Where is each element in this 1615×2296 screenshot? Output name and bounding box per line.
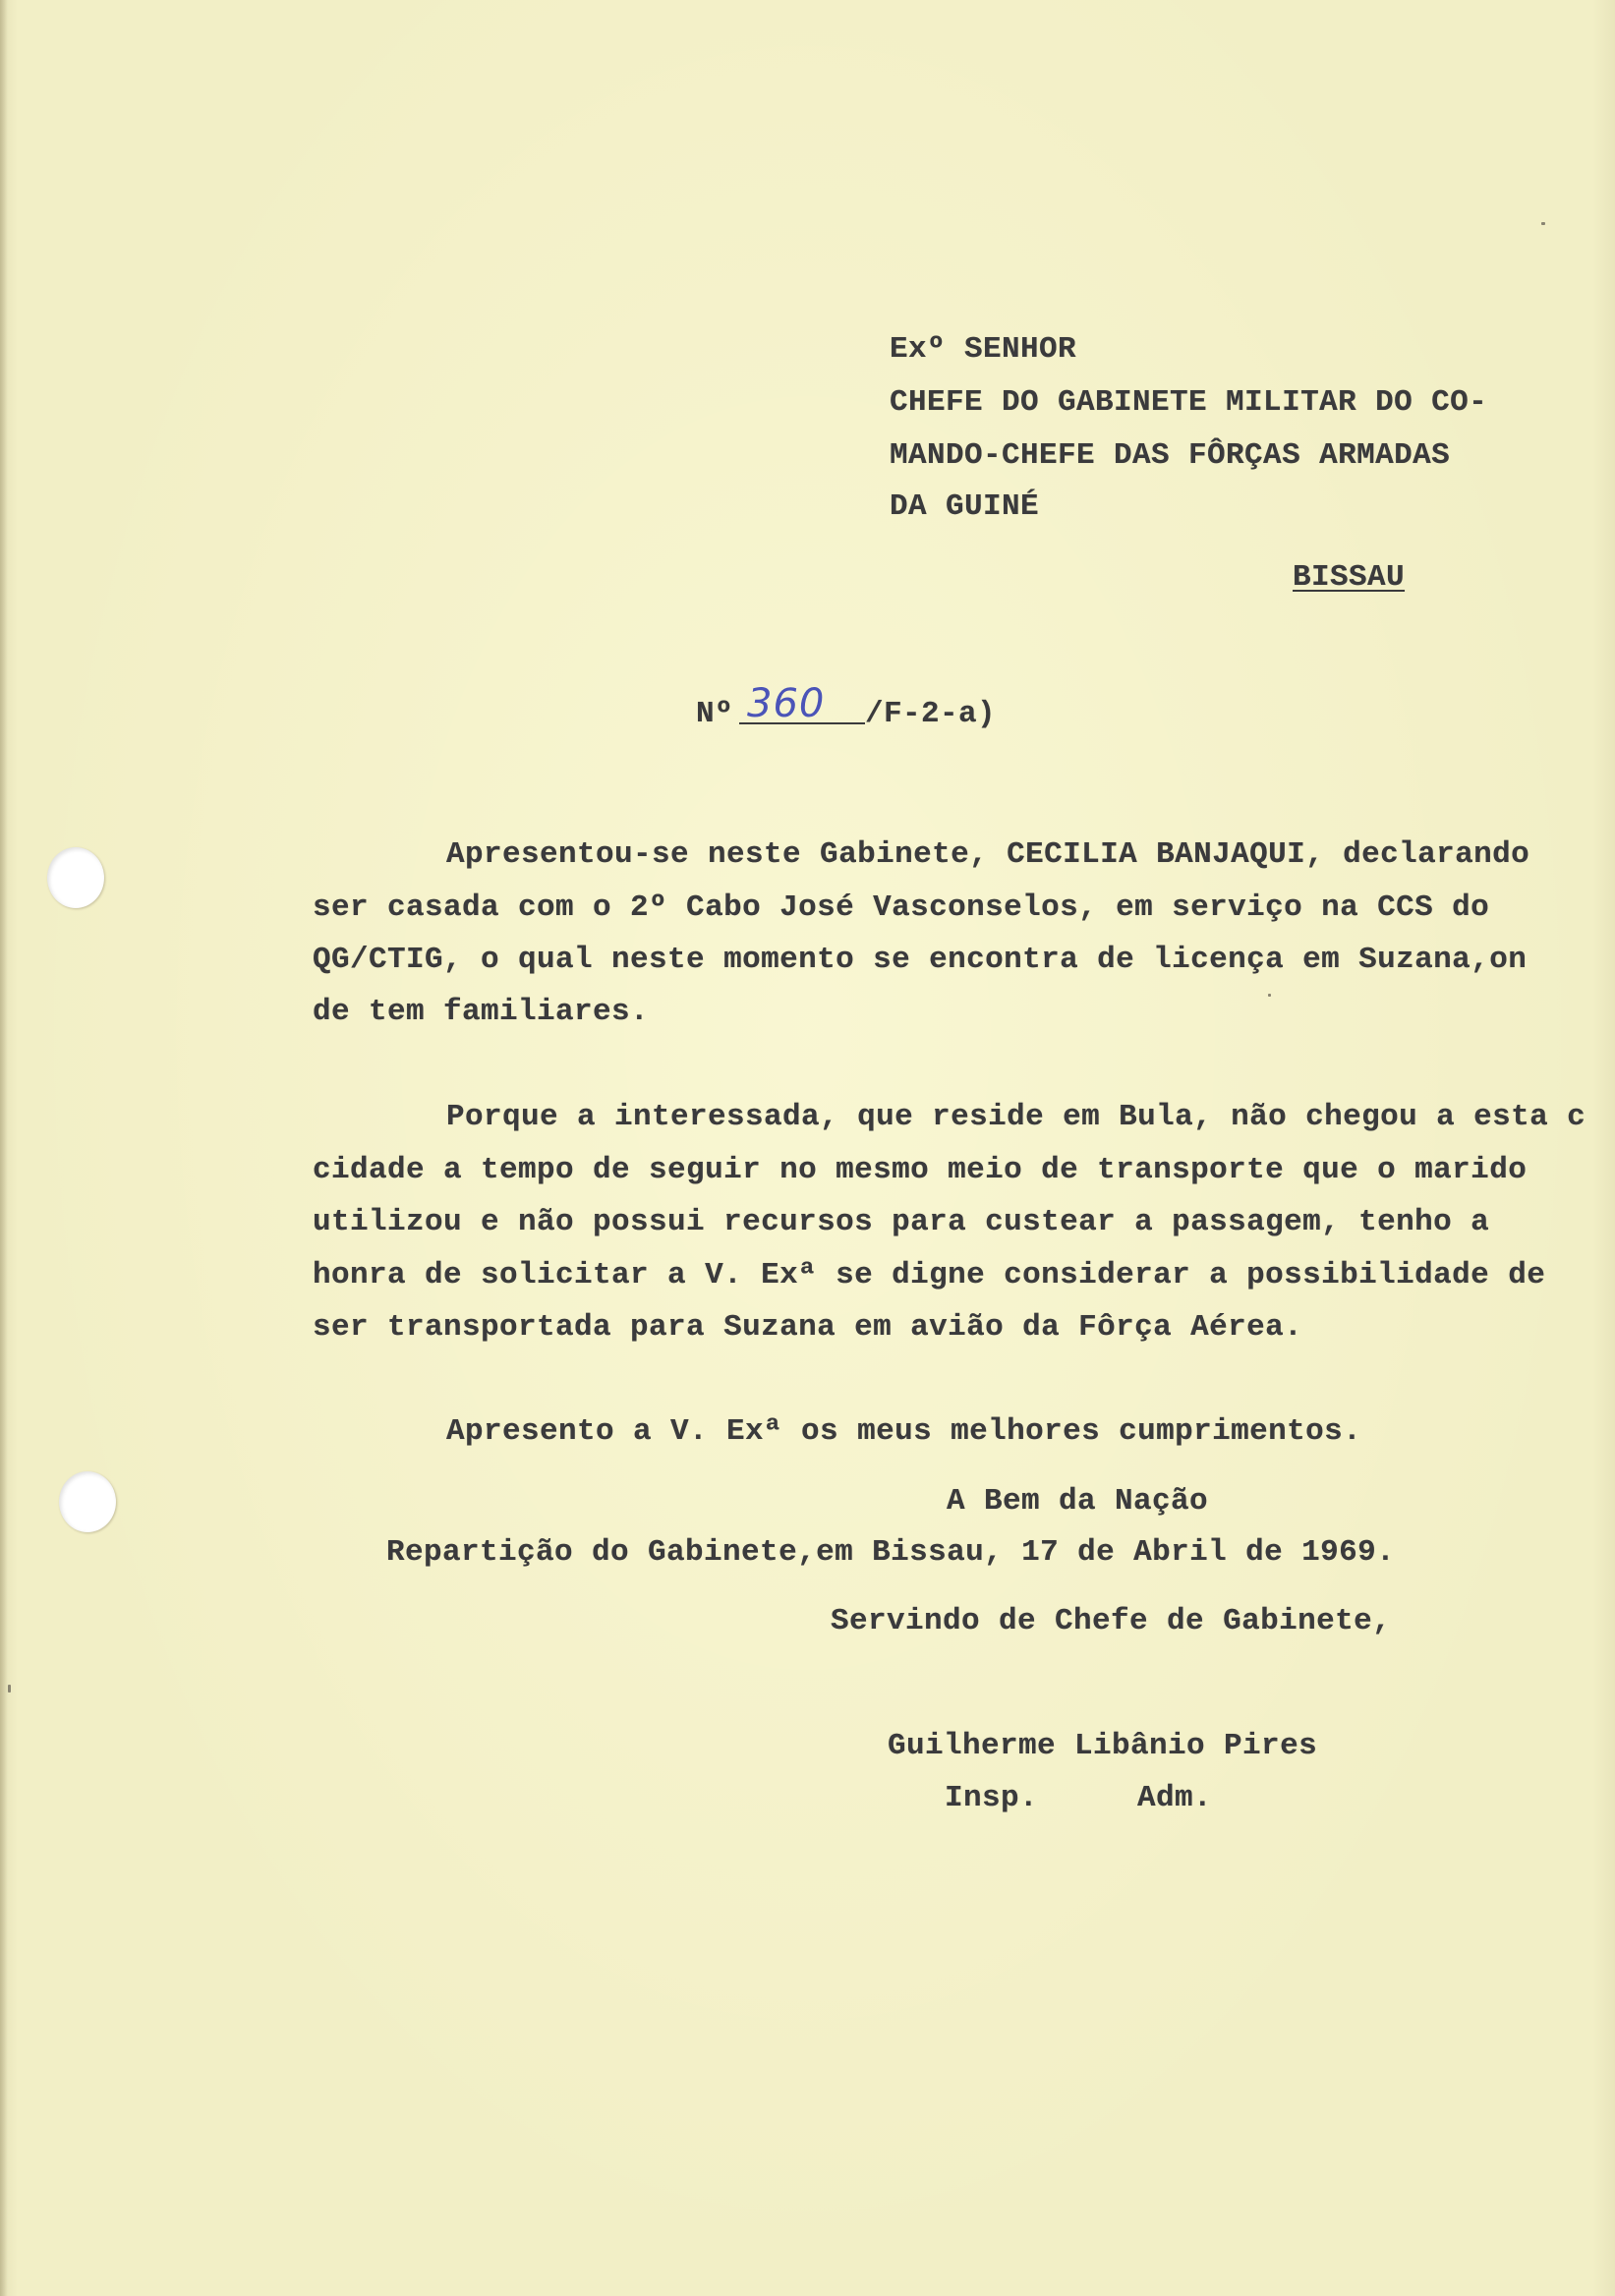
addressee-line-4: DA GUINÉ [890,489,1040,524]
body-paragraph-2-line-1: Porque a interessada, que reside em Bula, não chegou a esta c [446,1100,1586,1134]
signatory-name: Guilherme Libânio Pires [888,1729,1318,1763]
paper-speck [1268,994,1271,997]
body-paragraph-3-line-1: Apresento a V. Exª os meus melhores cumprimentos. [446,1414,1362,1449]
closing-place-date: Repartição do Gabinete,em Bissau, 17 de Abril de 1969. [386,1535,1396,1570]
body-paragraph-1-line-2: ser casada com o 2º Cabo José Vasconselos, em serviço na CCS do [313,890,1490,925]
addressee-line-2: CHEFE DO GABINETE MILITAR DO CO- [890,385,1488,420]
punch-hole-bottom [59,1471,116,1532]
paper-speck [8,1685,11,1693]
closing-role: Servindo de Chefe de Gabinete, [831,1604,1392,1638]
body-paragraph-2-line-4: honra de solicitar a V. Exª se digne considerar a possibilidade de [313,1258,1546,1292]
body-paragraph-1-line-3: QG/CTIG, o qual neste momento se encontra de licença em Suzana,on [313,943,1528,977]
body-paragraph-2-line-5: ser transportada para Suzana em avião da Fôrça Aérea. [313,1310,1303,1345]
addressee-line-3: MANDO-CHEFE DAS FÔRÇAS ARMADAS [890,438,1451,473]
addressee-city: BISSAU [1293,560,1406,595]
reference-suffix: /F-2-a) [865,697,997,731]
body-paragraph-1-line-1: Apresentou-se neste Gabinete, CECILIA BANJAQUI, declarando [446,837,1530,872]
paper-speck [1541,222,1545,225]
body-paragraph-1-line-4: de tem familiares. [313,995,650,1029]
punch-hole-top [47,847,104,908]
signatory-rank-1: Insp. [945,1781,1039,1815]
closing-salutation: A Bem da Nação [947,1484,1209,1519]
reference-number-handwritten: 360 [747,681,826,726]
reference-prefix: Nº [696,697,734,731]
body-paragraph-2-line-2: cidade a tempo de seguir no mesmo meio de transporte que o marido [313,1153,1528,1187]
paper-edge-shadow [0,0,8,2296]
body-paragraph-2-line-3: utilizou e não possui recursos para custear a passagem, tenho a [313,1205,1490,1239]
signatory-rank-2: Adm. [1137,1781,1213,1815]
addressee-line-1: Exº SENHOR [890,332,1077,367]
